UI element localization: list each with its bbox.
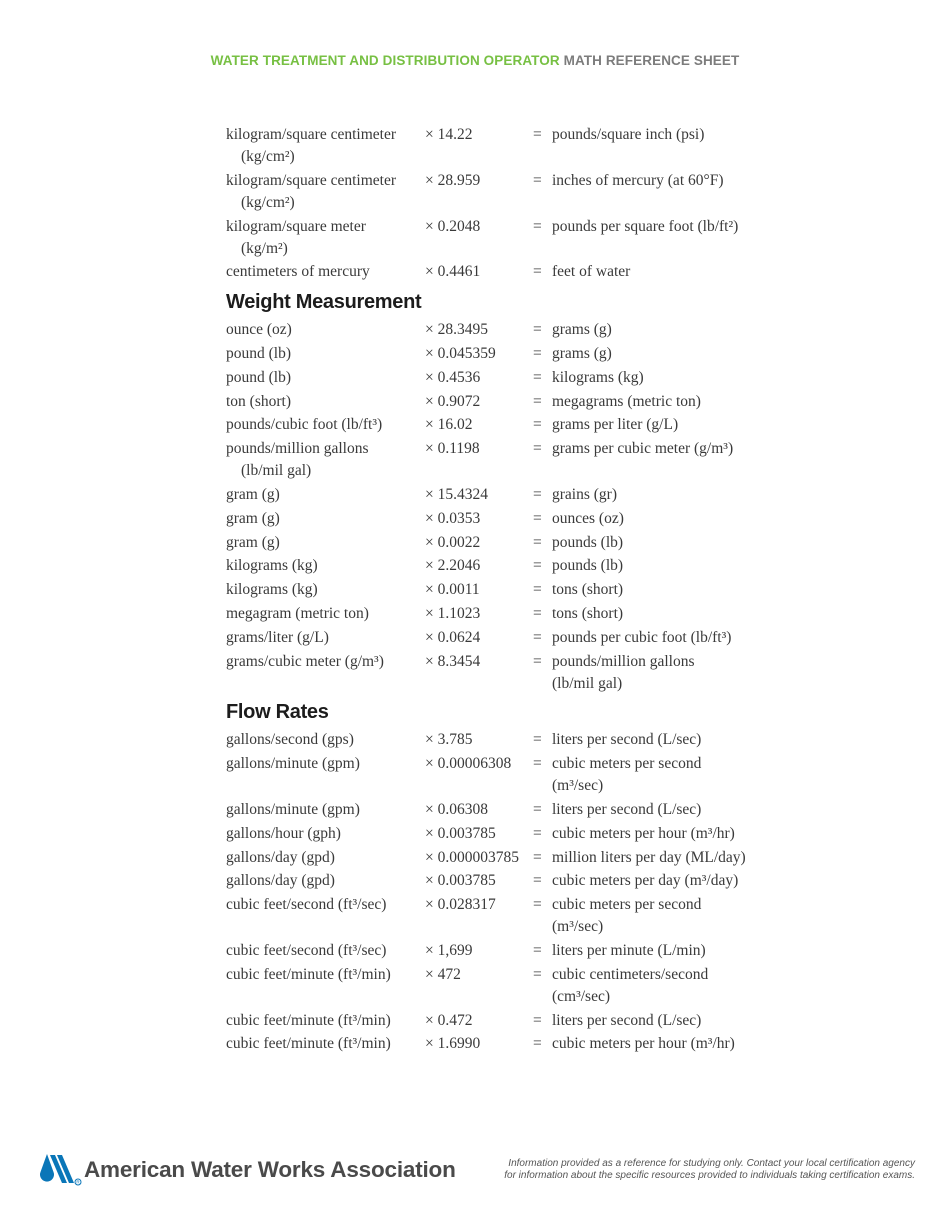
from-unit-text: megagram (metric ton) <box>226 604 369 622</box>
equals-sign: = <box>533 872 542 890</box>
to-unit <box>552 603 826 625</box>
to-unit-abbrev: (lb/mil gal) <box>552 674 623 692</box>
from-unit-text: ounce (oz) <box>226 321 292 339</box>
equals-sign: = <box>533 126 542 143</box>
to-unit-text: grams per cubic meter (g/m³) <box>552 440 734 458</box>
from-unit <box>226 555 425 577</box>
page-header <box>0 53 950 68</box>
equals-sign: = <box>533 485 542 503</box>
conversion-row <box>226 508 826 530</box>
multiplier: × 0.003785 <box>425 872 496 890</box>
from-unit-abbrev: (lb/mil gal) <box>241 462 312 480</box>
to-unit <box>552 261 826 283</box>
section-title-flow: Flow Rates <box>226 701 329 724</box>
from-unit-text: grams/liter (g/L) <box>226 628 329 646</box>
to-unit <box>552 627 826 649</box>
multiplier: × 472 <box>425 965 461 983</box>
conversion-row <box>226 1010 826 1032</box>
equals-sign: = <box>533 731 542 749</box>
from-unit <box>226 603 425 625</box>
from-unit-text: grams/cubic meter (g/m³) <box>226 652 384 670</box>
pressure-conversion-list <box>226 124 826 283</box>
multiplier: × 0.1198 <box>425 440 480 458</box>
conversion-row <box>226 1033 826 1055</box>
to-unit <box>552 651 826 695</box>
from-unit-text: gallons/day (gpd) <box>226 872 335 890</box>
to-unit <box>552 414 826 436</box>
equals-sign: = <box>533 755 542 773</box>
to-unit-text: cubic meters per hour (m³/hr) <box>552 824 735 842</box>
to-unit-abbrev: (cm³/sec) <box>552 987 611 1005</box>
equals-sign: = <box>533 848 542 866</box>
to-unit <box>552 870 826 892</box>
from-unit-text: gram (g) <box>226 485 280 503</box>
to-unit <box>552 319 826 341</box>
header-title-green: WATER TREATMENT AND DISTRIBUTION OPERATOR <box>210 53 560 68</box>
conversion-row <box>226 319 826 341</box>
multiplier: × 0.4536 <box>425 368 481 386</box>
conversion-row <box>226 603 826 625</box>
from-unit <box>226 894 425 938</box>
conversion-row <box>226 847 826 869</box>
to-unit <box>552 532 826 554</box>
to-unit-text: cubic centimeters/second <box>552 965 709 983</box>
header-title-gray: MATH REFERENCE SHEET <box>563 53 740 68</box>
to-unit-text: pounds per cubic foot (lb/ft³) <box>552 628 732 646</box>
to-unit <box>552 438 826 482</box>
from-unit <box>226 847 425 869</box>
to-unit <box>552 799 826 821</box>
from-unit-text: pound (lb) <box>226 344 292 362</box>
multiplier: × 0.003785 <box>425 824 496 842</box>
to-unit-text: grains (gr) <box>552 485 617 503</box>
equals-sign: = <box>533 217 542 235</box>
conversion-row <box>226 894 826 938</box>
conversion-row <box>226 799 826 821</box>
from-unit-text: gallons/second (gps) <box>226 731 354 749</box>
to-unit-text: liters per second (L/sec) <box>552 731 702 749</box>
multiplier: × 1.1023 <box>425 604 481 622</box>
awwa-logo <box>38 1150 456 1190</box>
equals-sign: = <box>533 533 542 551</box>
equals-sign: = <box>533 965 542 983</box>
to-unit <box>552 170 826 214</box>
to-unit <box>552 940 826 962</box>
from-unit-abbrev: (kg/cm²) <box>241 193 295 211</box>
water-drop-logo-icon <box>38 1152 82 1188</box>
multiplier: × 1,699 <box>425 941 473 959</box>
to-unit <box>552 847 826 869</box>
equals-sign: = <box>533 344 542 362</box>
conversion-row <box>226 555 826 577</box>
equals-sign: = <box>533 557 542 575</box>
equals-sign: = <box>533 1011 542 1029</box>
conversion-row <box>226 261 826 283</box>
equals-sign: = <box>533 628 542 646</box>
equals-sign: = <box>533 416 542 434</box>
conversion-row <box>226 216 826 260</box>
to-unit-text: ounces (oz) <box>552 509 624 527</box>
equals-sign: = <box>533 263 542 281</box>
from-unit <box>226 799 425 821</box>
from-unit-abbrev: (kg/m²) <box>241 239 288 257</box>
from-unit <box>226 170 425 214</box>
equals-sign: = <box>533 368 542 386</box>
conversion-row <box>226 964 826 1008</box>
from-unit-text: cubic feet/second (ft³/sec) <box>226 941 387 959</box>
to-unit-text: cubic meters per second <box>552 755 702 773</box>
from-unit-text: kilogram/square centimeter <box>226 126 397 143</box>
from-unit <box>226 261 425 283</box>
conversion-row <box>226 170 826 214</box>
equals-sign: = <box>533 604 542 622</box>
from-unit-text: cubic feet/minute (ft³/min) <box>226 1011 391 1029</box>
conversion-row <box>226 940 826 962</box>
from-unit <box>226 438 425 482</box>
equals-sign: = <box>533 171 542 189</box>
conversion-row <box>226 627 826 649</box>
from-unit-text: kilogram/square meter <box>226 217 366 235</box>
from-unit-text: pound (lb) <box>226 368 292 386</box>
multiplier: × 2.2046 <box>425 557 481 575</box>
to-unit-text: kilograms (kg) <box>552 368 644 386</box>
multiplier: × 0.045359 <box>425 344 496 362</box>
to-unit-text: pounds/square inch (psi) <box>552 126 705 143</box>
multiplier: × 0.4461 <box>425 263 481 281</box>
equals-sign: = <box>533 392 542 410</box>
svg-text:R: R <box>76 1179 80 1185</box>
disclaimer-line-1: Information provided as a reference for studying only. Contact your local certification agency <box>508 1158 915 1169</box>
conversion-row <box>226 579 826 601</box>
disclaimer-line-2: for information about the specific resources provided to individuals taking certification exams. <box>504 1170 915 1181</box>
to-unit-text: liters per second (L/sec) <box>552 1011 702 1029</box>
to-unit <box>552 579 826 601</box>
multiplier: × 0.028317 <box>425 896 496 914</box>
to-unit-text: megagrams (metric ton) <box>552 392 701 410</box>
from-unit-text: gallons/hour (gph) <box>226 824 341 842</box>
from-unit-text: kilograms (kg) <box>226 581 318 599</box>
from-unit-text: gallons/minute (gpm) <box>226 800 360 818</box>
to-unit <box>552 1010 826 1032</box>
from-unit-text: kilograms (kg) <box>226 557 318 575</box>
to-unit-text: grams (g) <box>552 344 612 362</box>
conversion-row <box>226 532 826 554</box>
to-unit-text: liters per minute (L/min) <box>552 941 706 959</box>
from-unit-text: gram (g) <box>226 509 280 527</box>
to-unit <box>552 894 826 938</box>
to-unit <box>552 508 826 530</box>
multiplier: × 0.472 <box>425 1011 473 1029</box>
from-unit <box>226 579 425 601</box>
conversion-row <box>226 414 826 436</box>
from-unit <box>226 627 425 649</box>
multiplier: × 8.3454 <box>425 652 481 670</box>
conversion-row <box>226 729 826 751</box>
from-unit-text: pounds/cubic foot (lb/ft³) <box>226 416 383 434</box>
to-unit-text: pounds (lb) <box>552 533 624 551</box>
conversion-row <box>226 823 826 845</box>
equals-sign: = <box>533 321 542 339</box>
equals-sign: = <box>533 581 542 599</box>
conversion-row <box>226 870 826 892</box>
to-unit <box>552 367 826 389</box>
multiplier: × 0.9072 <box>425 392 481 410</box>
conversion-row <box>226 343 826 365</box>
from-unit <box>226 870 425 892</box>
to-unit <box>552 1033 826 1055</box>
to-unit <box>552 391 826 413</box>
to-unit <box>552 124 826 168</box>
from-unit <box>226 391 425 413</box>
to-unit <box>552 753 826 797</box>
from-unit <box>226 964 425 1008</box>
from-unit <box>226 753 425 797</box>
equals-sign: = <box>533 509 542 527</box>
from-unit <box>226 414 425 436</box>
multiplier: × 0.0624 <box>425 628 481 646</box>
from-unit <box>226 319 425 341</box>
to-unit-text: cubic meters per hour (m³/hr) <box>552 1035 735 1053</box>
multiplier: × 16.02 <box>425 416 473 434</box>
to-unit-abbrev: (m³/sec) <box>552 777 604 795</box>
multiplier: × 1.6990 <box>425 1035 481 1053</box>
multiplier: × 0.2048 <box>425 217 481 235</box>
to-unit-text: feet of water <box>552 263 631 281</box>
equals-sign: = <box>533 1035 542 1053</box>
from-unit <box>226 940 425 962</box>
conversion-row <box>226 124 826 168</box>
conversion-row <box>226 651 826 695</box>
to-unit <box>552 964 826 1008</box>
from-unit-text: pounds/million gallons <box>226 440 369 458</box>
equals-sign: = <box>533 896 542 914</box>
multiplier: × 0.06308 <box>425 800 488 818</box>
multiplier: × 0.0022 <box>425 533 481 551</box>
from-unit-abbrev: (kg/cm²) <box>241 148 295 165</box>
conversion-row <box>226 391 826 413</box>
from-unit <box>226 651 425 695</box>
multiplier: × 28.3495 <box>425 321 488 339</box>
from-unit <box>226 508 425 530</box>
from-unit-text: gallons/minute (gpm) <box>226 755 360 773</box>
multiplier: × 15.4324 <box>425 485 488 503</box>
to-unit <box>552 343 826 365</box>
multiplier: × 0.0353 <box>425 509 481 527</box>
multiplier: × 14.22 <box>425 126 473 143</box>
multiplier: × 0.00006308 <box>425 755 512 773</box>
from-unit-text: cubic feet/second (ft³/sec) <box>226 896 387 914</box>
multiplier: × 0.000003785 <box>425 848 519 866</box>
multiplier: × 0.0011 <box>425 581 480 599</box>
from-unit-text: centimeters of mercury <box>226 263 370 281</box>
to-unit-text: tons (short) <box>552 581 624 599</box>
from-unit <box>226 216 425 260</box>
to-unit-text: pounds per square foot (lb/ft²) <box>552 217 739 235</box>
to-unit-text: cubic meters per second <box>552 896 702 914</box>
to-unit-text: inches of mercury (at 60°F) <box>552 171 724 189</box>
from-unit <box>226 367 425 389</box>
from-unit <box>226 823 425 845</box>
from-unit <box>226 124 425 168</box>
conversion-row <box>226 753 826 797</box>
from-unit-text: ton (short) <box>226 392 292 410</box>
conversion-row <box>226 438 826 482</box>
to-unit-text: liters per second (L/sec) <box>552 800 702 818</box>
multiplier: × 28.959 <box>425 171 481 189</box>
from-unit-text: kilogram/square centimeter <box>226 171 397 189</box>
equals-sign: = <box>533 941 542 959</box>
equals-sign: = <box>533 440 542 458</box>
to-unit-text: tons (short) <box>552 604 624 622</box>
from-unit <box>226 343 425 365</box>
section-title-weight: Weight Measurement <box>226 291 422 314</box>
from-unit <box>226 1010 425 1032</box>
conversion-row <box>226 367 826 389</box>
from-unit-text: gallons/day (gpd) <box>226 848 335 866</box>
to-unit-text: pounds/million gallons <box>552 652 695 670</box>
to-unit-text: grams per liter (g/L) <box>552 416 679 434</box>
footer-disclaimer <box>475 1158 915 1182</box>
to-unit-text: million liters per day (ML/day) <box>552 848 746 866</box>
to-unit-text: cubic meters per day (m³/day) <box>552 872 739 890</box>
equals-sign: = <box>533 800 542 818</box>
flow-conversion-list <box>226 729 826 1055</box>
logo-text: American Water Works Association <box>84 1157 456 1182</box>
conversion-content <box>226 124 826 1057</box>
from-unit <box>226 1033 425 1055</box>
from-unit-text: cubic feet/minute (ft³/min) <box>226 965 391 983</box>
conversion-row <box>226 484 826 506</box>
equals-sign: = <box>533 824 542 842</box>
to-unit <box>552 216 826 260</box>
from-unit <box>226 532 425 554</box>
multiplier: × 3.785 <box>425 731 473 749</box>
to-unit <box>552 484 826 506</box>
to-unit-text: grams (g) <box>552 321 612 339</box>
to-unit <box>552 729 826 751</box>
from-unit <box>226 729 425 751</box>
to-unit <box>552 823 826 845</box>
weight-conversion-list <box>226 319 826 694</box>
to-unit-text: pounds (lb) <box>552 557 624 575</box>
to-unit-abbrev: (m³/sec) <box>552 918 604 936</box>
from-unit-text: gram (g) <box>226 533 280 551</box>
equals-sign: = <box>533 652 542 670</box>
from-unit-text: cubic feet/minute (ft³/min) <box>226 1035 391 1053</box>
from-unit <box>226 484 425 506</box>
to-unit <box>552 555 826 577</box>
